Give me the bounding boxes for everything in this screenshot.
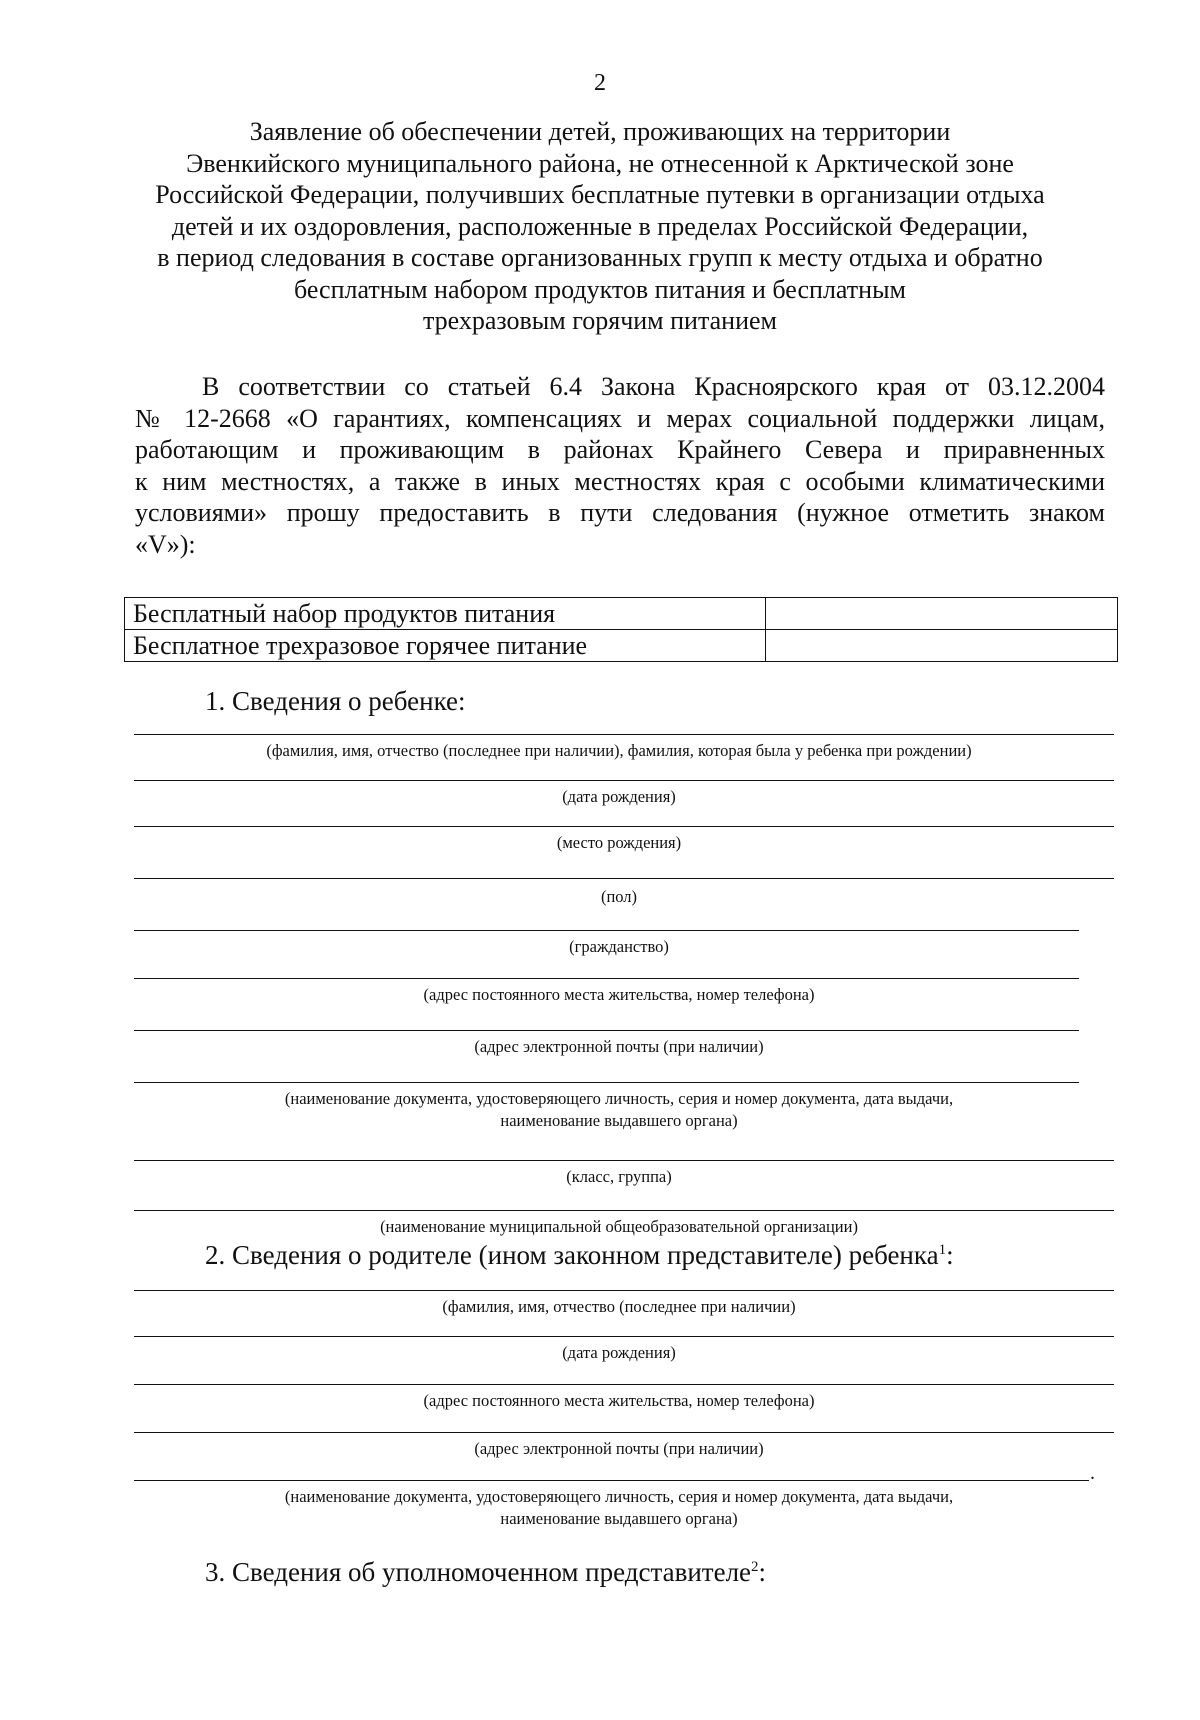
field-caption: (наименование муниципальной общеобразовательной организации) (380, 1217, 858, 1236)
field-caption: (наименование документа, удостоверяющего личность, серия и номер документа, дата выдачи, (284, 1487, 954, 1506)
fill-line-parent-email[interactable] (134, 1432, 1114, 1433)
section-heading-child: 1. Сведения о ребенке: (205, 686, 466, 716)
fill-line-child-email[interactable] (134, 1030, 1079, 1031)
field-caption: (гражданство) (569, 937, 669, 956)
page-number: 2 (594, 70, 606, 96)
fill-line-child-citizenship[interactable] (134, 930, 1079, 931)
field-caption: (адрес электронной почты (при наличии) (474, 1037, 764, 1056)
section-heading-parent-text: 2. Сведения о родителе (ином законном представителе) ребенка (205, 1240, 939, 1270)
fill-line-child-school[interactable] (134, 1210, 1114, 1211)
field-caption: (адрес электронной почты (при наличии) (474, 1439, 764, 1458)
title-line: детей и их оздоровления, расположенные в пределах Российской Федерации, (171, 211, 1029, 241)
intro-paragraph (135, 371, 1105, 560)
title-line: в период следования в составе организованных групп к месту отдыха и обратно (157, 243, 1043, 272)
fill-line-child-class[interactable] (134, 1160, 1114, 1161)
intro-line: работающим и проживающим в районах Крайнего Севера и приравненных (135, 435, 1105, 464)
field-caption: (дата рождения) (562, 787, 676, 806)
fill-line-child-id-document[interactable] (134, 1082, 1079, 1083)
field-caption: (место рождения) (556, 833, 682, 852)
intro-line: В соответствии со статьей 6.4 Закона Красноярского края от 03.12.2004 (202, 372, 1105, 401)
heading-suffix: : (758, 1557, 767, 1587)
intro-line: «V»): (135, 529, 196, 559)
field-caption: (класс, группа) (566, 1167, 672, 1186)
fill-line-child-birthdate[interactable] (134, 780, 1114, 781)
section-heading-representative-text: 3. Сведения об уполномоченном представителе (205, 1557, 752, 1587)
intro-line: условиями» прошу предоставить в пути следования (нужное отметить знаком (135, 498, 1105, 527)
title-line: трехразовым горячим питанием (422, 306, 778, 335)
fill-line-child-birthplace[interactable] (134, 826, 1114, 827)
fill-line-parent-address[interactable] (134, 1384, 1114, 1385)
fill-line-child-name[interactable] (134, 734, 1114, 735)
intro-line: к ним местностях, а также в иных местностях края с особыми климатическими (135, 466, 1105, 496)
section-heading-parent (205, 1240, 954, 1271)
table-row (125, 630, 1118, 662)
fill-line-parent-birthdate[interactable] (134, 1336, 1114, 1337)
heading-suffix: : (946, 1240, 954, 1270)
footnote-mark: 1 (938, 1242, 947, 1258)
title-line: Российской Федерации, получивших бесплатные путевки в организации отдыха (155, 180, 1045, 209)
field-caption: (фамилия, имя, отчество (последнее при наличии) (442, 1297, 796, 1316)
title-line: Заявление об обеспечении детей, проживающих на территории (249, 117, 951, 146)
fill-line-child-sex[interactable] (134, 878, 1114, 879)
field-caption: наименование выдавшего органа) (500, 1509, 738, 1528)
footnote-mark: 2 (751, 1559, 759, 1575)
field-caption: (адрес постоянного места жительства, номер телефона) (423, 985, 815, 1004)
trailing-period: . (1090, 1462, 1095, 1484)
field-caption: наименование выдавшего органа) (500, 1111, 738, 1130)
options-table (124, 597, 1118, 662)
field-caption: (фамилия, имя, отчество (последнее при наличии), фамилия, которая была у ребенка при рождении) (266, 741, 972, 760)
title-line: бесплатным набором продуктов питания и бесплатным (293, 274, 906, 304)
field-caption: (наименование документа, удостоверяющего личность, серия и номер документа, дата выдачи, (284, 1089, 954, 1108)
fill-line-child-address[interactable] (134, 978, 1079, 979)
option-label: Бесплатный набор продуктов питания (125, 598, 766, 630)
document-title (120, 116, 1080, 337)
option-mark-cell[interactable] (766, 598, 1118, 630)
title-line: Эвенкийского муниципального района, не отнесенной к Арктической зоне (186, 148, 1014, 178)
section-heading-representative (205, 1557, 766, 1588)
intro-line: № 12-2668 «О гарантиях, компенсациях и мерах социальной поддержки лицам, (135, 403, 1105, 433)
table-row (125, 598, 1118, 630)
field-caption: (дата рождения) (562, 1343, 676, 1362)
option-mark-cell[interactable] (766, 630, 1118, 662)
option-label: Бесплатное трехразовое горячее питание (125, 630, 766, 662)
field-caption: (пол) (600, 887, 638, 906)
fill-line-parent-id-document[interactable] (134, 1480, 1089, 1481)
field-caption: (адрес постоянного места жительства, номер телефона) (423, 1391, 815, 1410)
fill-line-parent-name[interactable] (134, 1290, 1114, 1291)
